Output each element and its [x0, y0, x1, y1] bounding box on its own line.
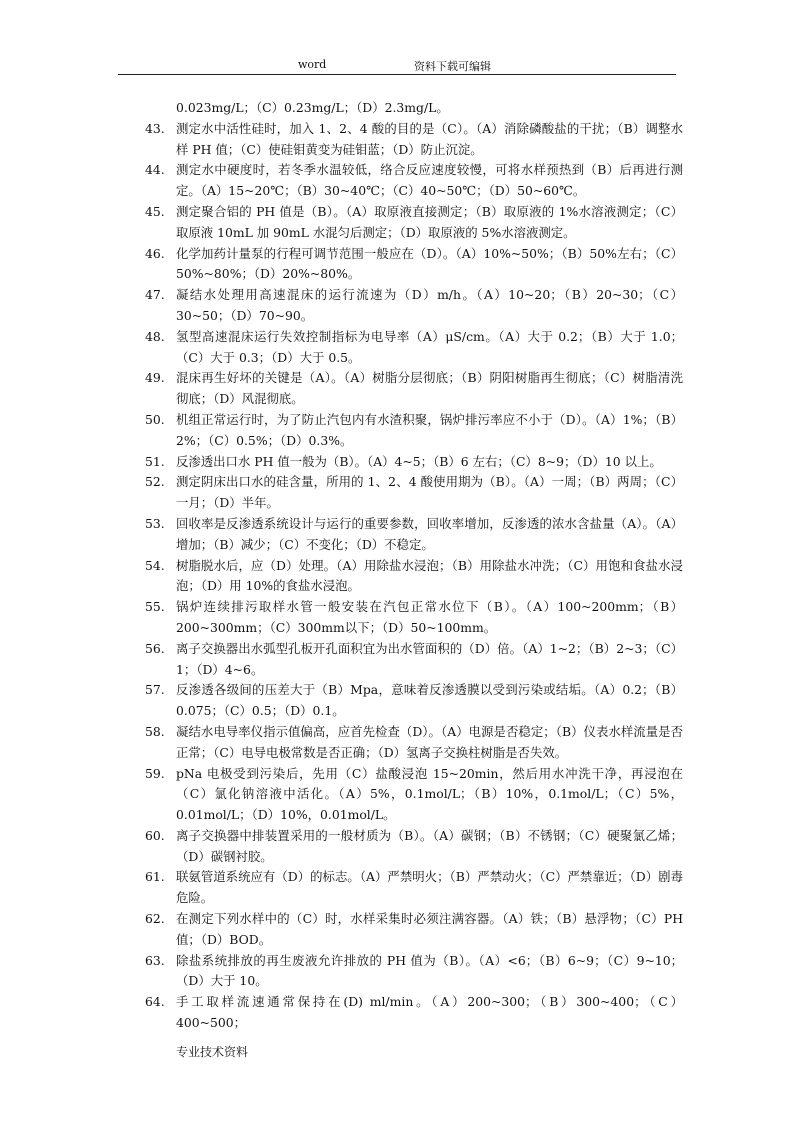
question-text: 测定水中硬度时，若冬季水温较低，络合反应速度较慢，可将水样预热到（B）后再进行测定。（A）15~20℃；（B）30~40℃；（C）40~50℃；（D）50~60℃。	[176, 162, 683, 199]
question-item	[145, 202, 683, 244]
question-text: 离子交换器出水弧型孔板开孔面积宜为出水管面积的（D）倍。（A）1~2；（B）2~3；（C）1；（D）4~6。	[176, 640, 683, 677]
question-text: 反渗透各级间的压差大于（B）Mpa，意味着反渗透膜以受到污染或结垢。（A）0.2；（B）0.075；（C）0.5；（D）0.1。	[176, 682, 683, 719]
question-number: 48.	[145, 328, 165, 344]
question-item	[145, 472, 683, 514]
question-number: 60.	[145, 827, 165, 843]
question-item	[145, 764, 683, 826]
question-number: 57.	[145, 682, 165, 698]
question-number: 63.	[145, 952, 165, 968]
question-number: 52.	[145, 474, 165, 490]
question-item	[145, 951, 683, 993]
question-number: 58.	[145, 723, 165, 739]
question-number: 55.	[145, 599, 165, 615]
page-header	[118, 56, 676, 75]
question-item	[145, 597, 683, 639]
question-item	[145, 410, 683, 452]
question-number: 50.	[145, 411, 165, 427]
question-text: 测定阴床出口水的硅含量，所用的 1、2、4 酸使用期为（B）。（A）一周；（B）两周；（C）一月；（D）半年。	[176, 474, 683, 511]
question-number: 61.	[145, 869, 165, 885]
question-item	[145, 514, 683, 556]
question-number: 59.	[145, 765, 165, 781]
question-number: 44.	[145, 162, 165, 178]
question-number: 53.	[145, 515, 165, 531]
question-number: 45.	[145, 203, 165, 219]
question-number: 56.	[145, 640, 165, 656]
question-item	[145, 909, 683, 951]
question-item	[145, 826, 683, 868]
question-number: 43.	[145, 120, 165, 136]
question-text: 联氨管道系统应有（D）的标志。（A）严禁明火；（B）严禁动火；（C）严禁靠近；（D）剧毒危险。	[176, 869, 683, 906]
question-number: 62.	[145, 911, 165, 927]
question-item	[145, 992, 683, 1034]
question-text: 锅炉连续排污取样水管一般安装在汽包正常水位下（B）。（A）100~200mm；（B）200~300mm；（C）300mm以下；（D）50~100mm。	[176, 599, 683, 635]
header-editable-label: 资料下载可编辑	[414, 60, 491, 73]
question-text: 化学加药计量泵的行程可调节范围一般应在（D）。（A）10%~50%；（B）50%左右；（C）50%~80%；（D）20%~80%。	[176, 245, 683, 282]
question-text: 在测定下列水样中的（C）时，水样采集时必须注满容器。（A）铁；（B）悬浮物；（C）PH 值；（D）BOD。	[176, 911, 683, 947]
question-item	[145, 639, 683, 681]
question-text: 混床再生好坏的关键是（A）。（A）树脂分层彻底；（B）阴阳树脂再生彻底；（C）树脂清洗彻底；（D）风混彻底。	[176, 370, 683, 407]
question-number: 47.	[145, 287, 165, 303]
question-item	[145, 119, 683, 161]
question-text: 手工取样流速通常保持在(D) ml/min。（A）200~300；（B）300~400；（C）400~500；	[176, 994, 683, 1031]
question-item	[145, 722, 683, 764]
question-item	[145, 452, 683, 473]
question-item	[145, 244, 683, 286]
question-item	[145, 327, 683, 369]
question-item	[145, 368, 683, 410]
question-item	[145, 160, 683, 202]
question-item	[145, 285, 683, 327]
question-text: 离子交换器中排装置采用的一般材质为（B）。（A）碳钢；（B）不锈钢；（C）硬聚氯乙烯；（D）碳钢衬胶。	[176, 827, 683, 864]
question-text: 测定聚合铝的 PH 值是（B）。（A）取原液直接测定；（B）取原液的 1%水溶液测定；（C）取原液 10mL 加 90mL 水混匀后测定；（D）取原液的 5%水溶液测定。	[176, 203, 683, 240]
question-number: 64.	[145, 994, 165, 1010]
question-number: 54.	[145, 557, 165, 573]
continuation-line: 0.023mg/L；（C）0.23mg/L；（D）2.3mg/L。	[176, 100, 449, 115]
header-word-label: word	[298, 58, 327, 71]
question-text: 机组正常运行时，为了防止汽包内有水渣积聚，锅炉排污率应不小于（D）。（A）1%；（B）2%；（C）0.5%；（D）0.3%。	[176, 411, 683, 448]
question-item	[145, 867, 683, 909]
question-text: 凝结水处理用高速混床的运行流速为（D）m/h。（A）10~20；（B）20~30；（C）30~50；（D）70~90。	[176, 287, 683, 323]
question-item	[145, 680, 683, 722]
question-number: 49.	[145, 370, 165, 386]
page-footer: 专业技术资料	[176, 1045, 249, 1059]
question-text: 反渗透出口水 PH 值一般为（B）。（A）4~5；（B）6 左右；（C）8~9；（D）10 以上。	[176, 453, 662, 469]
items-container	[145, 119, 683, 1034]
question-list	[145, 98, 683, 1034]
question-text: 回收率是反渗透系统设计与运行的重要参数，回收率增加，反渗透的浓水含盐量（A）。（A）增加；（B）减少；（C）不变化；（D）不稳定。	[176, 515, 683, 552]
question-text: 测定水中活性硅时，加入 1、2、4 酸的目的是（C）。（A）消除磷酸盐的干扰；（B）调整水样 PH 值；（C）使硅钼黄变为硅钼蓝；（D）防止沉淀。	[176, 120, 683, 157]
question-text: 除盐系统排放的再生废液允许排放的 PH 值为（B）。（A）<6；（B）6~9；（C）9~10；（D）大于 10。	[176, 952, 683, 989]
question-text: 氢型高速混床运行失效控制指标为电导率（A）μS/cm。（A）大于 0.2；（B）大于 1.0；（C）大于 0.3；（D）大于 0.5。	[176, 328, 683, 365]
question-text: 树脂脱水后，应（D）处理。（A）用除盐水浸泡；（B）用除盐水冲洗；（C）用饱和食盐水浸泡；（D）用 10%的食盐水浸泡。	[176, 557, 683, 594]
question-item	[145, 556, 683, 598]
question-number: 51.	[145, 453, 165, 469]
question-text: pNa 电极受到污染后，先用（C）盐酸浸泡 15~20min，然后用水冲洗干净，再浸泡在（C）氯化钠溶液中活化。（A）5%，0.1mol/L；（B）10%，0.1mol/L；（C）5%，0.01mol/L；（D）10%，0.01mol/L。	[176, 765, 683, 823]
question-number: 46.	[145, 245, 165, 261]
question-text: 凝结水电导率仪指示值偏高，应首先检查（D）。（A）电源是否稳定；（B）仪表水样流量是否正常；（C）电导电极常数是否正确；（D）氢离子交换柱树脂是否失效。	[176, 723, 683, 760]
